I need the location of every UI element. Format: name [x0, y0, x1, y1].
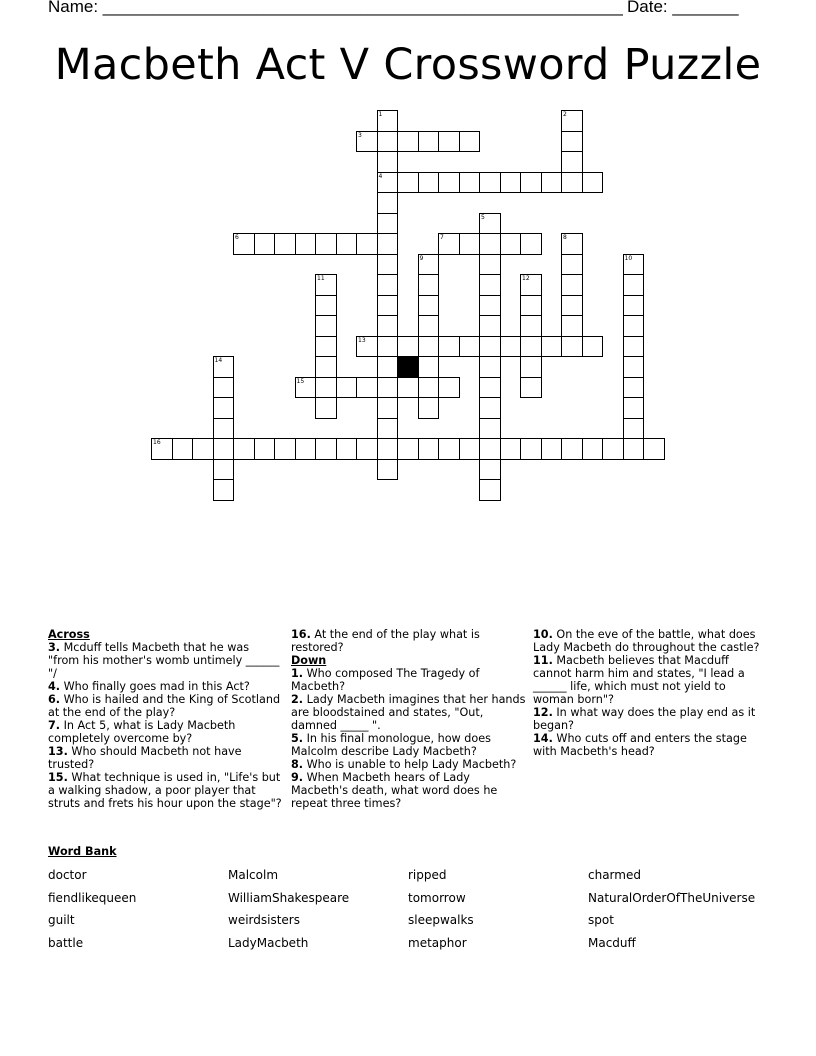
- down-clue-1: 1. Who composed The Tragedy of Macbeth?: [291, 667, 480, 693]
- across-clue-4: 4. Who finally goes mad in this Act?: [48, 680, 250, 693]
- clue-number: 1: [378, 111, 383, 118]
- grid-cell[interactable]: [520, 274, 542, 296]
- grid-cell[interactable]: [438, 131, 460, 153]
- grid-cell[interactable]: [418, 336, 440, 358]
- grid-cell[interactable]: [377, 438, 399, 460]
- grid-cell[interactable]: [520, 438, 542, 460]
- clue-number: 13: [358, 336, 366, 344]
- grid-cell[interactable]: [479, 479, 501, 501]
- word-bank-item: LadyMacbeth: [228, 936, 309, 950]
- grid-cell[interactable]: [418, 438, 440, 460]
- down-heading: Down: [291, 654, 327, 667]
- across-clue-6: 6. Who is hailed and the King of Scotland at the end of the play?: [48, 693, 281, 719]
- grid-cell[interactable]: [643, 438, 665, 460]
- grid-cell[interactable]: [377, 459, 399, 481]
- clue-number: 6: [235, 234, 239, 241]
- grid-cell[interactable]: [377, 172, 399, 194]
- grid-cell[interactable]: [315, 377, 337, 399]
- grid-cell[interactable]: [582, 336, 604, 358]
- grid-cell[interactable]: [213, 479, 235, 501]
- grid-cell[interactable]: [377, 336, 399, 358]
- grid-cell[interactable]: [377, 213, 399, 235]
- clue-number: 14: [214, 357, 223, 364]
- grid-cell[interactable]: [377, 295, 399, 317]
- word-bank-heading: Word Bank: [48, 845, 117, 858]
- grid-cell[interactable]: [459, 172, 481, 194]
- grid-cell[interactable]: [623, 336, 645, 358]
- grid-cell[interactable]: [541, 172, 563, 194]
- word-bank-item: metaphor: [408, 936, 467, 950]
- grid-cell[interactable]: [623, 377, 645, 399]
- grid-cell[interactable]: [479, 438, 501, 460]
- grid-cell[interactable]: [500, 172, 522, 194]
- grid-cell[interactable]: [479, 315, 501, 337]
- grid-cell[interactable]: [520, 233, 542, 255]
- grid-cell[interactable]: [479, 213, 501, 235]
- grid-cell[interactable]: [561, 438, 583, 460]
- clue-number: 10: [624, 254, 633, 262]
- grid-cell[interactable]: [459, 233, 481, 255]
- grid-cell[interactable]: [479, 397, 501, 419]
- grid-cell[interactable]: [500, 233, 522, 255]
- grid-cell[interactable]: [356, 336, 378, 358]
- grid-cell[interactable]: [479, 254, 501, 276]
- grid-cell[interactable]: [295, 233, 317, 255]
- grid-cell[interactable]: [315, 274, 337, 296]
- clue-number: 2: [563, 111, 567, 118]
- word-bank-item: Malcolm: [228, 868, 279, 882]
- grid-cell[interactable]: [418, 295, 440, 317]
- word-bank-item: weirdsisters: [228, 913, 300, 927]
- word-bank-item: sleepwalks: [408, 913, 474, 927]
- grid-cell[interactable]: [623, 295, 645, 317]
- word-bank-item: WilliamShakespeare: [228, 891, 350, 905]
- clue-number: 4: [378, 172, 383, 180]
- grid-cell[interactable]: [623, 315, 645, 337]
- clue-number: 16: [153, 439, 161, 446]
- grid-cell[interactable]: [438, 233, 460, 255]
- grid-cell[interactable]: [192, 438, 214, 460]
- clues-column-1: [48, 628, 283, 810]
- grid-cell[interactable]: [233, 233, 255, 255]
- word-bank-item: charmed: [588, 868, 641, 882]
- word-bank-item: NaturalOrderOfTheUniverse: [588, 891, 756, 905]
- across-clue-13: 13. Who should Macbeth not have trusted?: [48, 745, 242, 771]
- grid-cell[interactable]: [418, 315, 440, 337]
- grid-cell[interactable]: [479, 377, 501, 399]
- word-bank-item: doctor: [48, 868, 87, 882]
- word-bank-item: battle: [48, 936, 84, 950]
- across-clue-16: 16. At the end of the play what is restored?: [291, 628, 480, 654]
- date-field-label: Date: _______: [627, 0, 739, 16]
- word-bank-item: ripped: [408, 868, 447, 882]
- grid-cell[interactable]: [377, 151, 399, 173]
- grid-cell[interactable]: [520, 315, 542, 337]
- grid-cell[interactable]: [479, 336, 501, 358]
- clue-number: 8: [563, 234, 567, 241]
- grid-cell[interactable]: [561, 274, 583, 296]
- grid-cell[interactable]: [151, 438, 173, 460]
- grid-cell[interactable]: [479, 356, 501, 378]
- grid-cell[interactable]: [213, 356, 235, 378]
- grid-cell[interactable]: [623, 356, 645, 378]
- grid-cell[interactable]: [295, 377, 317, 399]
- down-clue-2: 2. Lady Macbeth imagines that her hands are bloodstained and states, "Out, damned _____ ".: [291, 693, 526, 732]
- clue-number: 7: [440, 234, 444, 241]
- down-clue-5: 5. In his final monologue, how does Malcolm describe Lady Macbeth?: [291, 732, 491, 758]
- shaded-grid-cell: [397, 356, 419, 378]
- grid-cell[interactable]: [315, 438, 337, 460]
- grid-cell[interactable]: [479, 418, 501, 440]
- clue-number: 11: [317, 275, 325, 282]
- grid-cell[interactable]: [623, 418, 645, 440]
- grid-cell[interactable]: [397, 377, 419, 399]
- grid-cell[interactable]: [233, 438, 255, 460]
- grid-cell[interactable]: [397, 336, 419, 358]
- page-title: Macbeth Act V Crossword Puzzle: [54, 40, 762, 90]
- grid-cell[interactable]: [479, 233, 501, 255]
- clue-number: 3: [358, 131, 362, 139]
- grid-cell[interactable]: [479, 295, 501, 317]
- grid-cell[interactable]: [520, 356, 542, 378]
- grid-cell[interactable]: [213, 438, 235, 460]
- grid-cell[interactable]: [336, 377, 358, 399]
- grid-cell[interactable]: [418, 397, 440, 419]
- grid-cell[interactable]: [459, 131, 481, 153]
- grid-cell[interactable]: [438, 172, 460, 194]
- grid-cell[interactable]: [541, 336, 563, 358]
- grid-cell[interactable]: [213, 397, 235, 419]
- across-clue-7: 7. In Act 5, what is Lady Macbeth completely overcome by?: [48, 719, 236, 745]
- grid-cell[interactable]: [418, 254, 440, 276]
- word-bank-item: guilt: [48, 913, 75, 927]
- grid-cell[interactable]: [479, 274, 501, 296]
- grid-cell[interactable]: [377, 110, 399, 132]
- grid-cell[interactable]: [438, 336, 460, 358]
- grid-cell[interactable]: [459, 438, 481, 460]
- down-clue-11: 11. Macbeth believes that Macduff cannot harm him and states, "I lead a ______ life, which must not yield to woman born"?: [533, 654, 745, 706]
- grid-cell[interactable]: [213, 459, 235, 481]
- grid-cell[interactable]: [561, 336, 583, 358]
- grid-cell[interactable]: [377, 377, 399, 399]
- across-heading: Across: [48, 628, 90, 641]
- grid-cell[interactable]: [356, 438, 378, 460]
- across-clue-15: 15. What technique is used in, "Life's but a walking shadow, a poor player that struts and frets his hour upon the stage"?: [48, 771, 282, 810]
- grid-cell[interactable]: [377, 233, 399, 255]
- down-clue-8: 8. Who is unable to help Lady Macbeth?: [291, 758, 517, 771]
- down-clue-9: 9. When Macbeth hears of Lady Macbeth's death, what word does he repeat three times?: [291, 771, 498, 810]
- grid-cell[interactable]: [602, 438, 624, 460]
- clue-number: 9: [419, 254, 424, 262]
- grid-cell[interactable]: [356, 233, 378, 255]
- word-bank-item: spot: [588, 913, 614, 927]
- clues-column-3: [533, 628, 768, 758]
- word-bank-item: Macduff: [588, 936, 636, 950]
- clue-number: 15: [296, 377, 305, 385]
- grid-cell[interactable]: [623, 438, 645, 460]
- grid-cell[interactable]: [295, 438, 317, 460]
- grid-cell[interactable]: [377, 131, 399, 153]
- grid-cell[interactable]: [172, 438, 194, 460]
- grid-cell[interactable]: [520, 336, 542, 358]
- grid-cell[interactable]: [561, 151, 583, 173]
- down-clue-10: 10. On the eve of the battle, what does Lady Macbeth do throughout the castle?: [533, 628, 760, 654]
- grid-cell[interactable]: [459, 336, 481, 358]
- word-bank-item: tomorrow: [408, 891, 466, 905]
- grid-cell[interactable]: [336, 438, 358, 460]
- grid-cell[interactable]: [274, 233, 296, 255]
- grid-cell[interactable]: [397, 131, 419, 153]
- grid-cell[interactable]: [520, 295, 542, 317]
- grid-cell[interactable]: [377, 315, 399, 337]
- grid-cell[interactable]: [623, 274, 645, 296]
- down-clue-14: 14. Who cuts off and enters the stage with Macbeth's head?: [533, 732, 747, 758]
- grid-cell[interactable]: [377, 274, 399, 296]
- across-clue-3: 3. Mcduff tells Macbeth that he was "from his mother's womb untimely ______ "/: [48, 641, 280, 680]
- grid-cell[interactable]: [418, 274, 440, 296]
- grid-cell[interactable]: [315, 397, 337, 419]
- grid-cell[interactable]: [377, 192, 399, 214]
- grid-cell[interactable]: [561, 295, 583, 317]
- grid-cell[interactable]: [582, 172, 604, 194]
- grid-cell[interactable]: [336, 233, 358, 255]
- grid-cell[interactable]: [418, 172, 440, 194]
- name-field-label: Name: _______________________________________________________: [48, 0, 623, 16]
- grid-cell[interactable]: [315, 295, 337, 317]
- grid-cell[interactable]: [418, 377, 440, 399]
- grid-cell[interactable]: [561, 254, 583, 276]
- word-bank-item: fiendlikequeen: [48, 891, 137, 905]
- clues-column-2: [291, 628, 526, 810]
- grid-cell[interactable]: [213, 418, 235, 440]
- grid-cell[interactable]: [438, 377, 460, 399]
- crossword-grid: [0, 0, 816, 520]
- grid-cell[interactable]: [561, 110, 583, 132]
- grid-cell[interactable]: [623, 254, 645, 276]
- grid-cell[interactable]: [623, 397, 645, 419]
- grid-cell[interactable]: [500, 336, 522, 358]
- clue-number: 5: [481, 213, 485, 221]
- grid-cell[interactable]: [315, 315, 337, 337]
- grid-cell[interactable]: [254, 233, 276, 255]
- grid-cell[interactable]: [561, 315, 583, 337]
- grid-cell[interactable]: [561, 131, 583, 153]
- grid-cell[interactable]: [582, 438, 604, 460]
- grid-cell[interactable]: [479, 172, 501, 194]
- grid-cell[interactable]: [479, 459, 501, 481]
- grid-cell[interactable]: [500, 438, 522, 460]
- grid-cell[interactable]: [356, 377, 378, 399]
- grid-cell[interactable]: [561, 172, 583, 194]
- grid-cell[interactable]: [213, 377, 235, 399]
- grid-cell[interactable]: [315, 356, 337, 378]
- grid-cell[interactable]: [377, 254, 399, 276]
- grid-cell[interactable]: [418, 131, 440, 153]
- grid-cell[interactable]: [418, 356, 440, 378]
- grid-cell[interactable]: [377, 356, 399, 378]
- grid-cell[interactable]: [520, 172, 542, 194]
- grid-cell[interactable]: [397, 438, 419, 460]
- clue-number: 12: [522, 275, 530, 282]
- grid-cell[interactable]: [315, 336, 337, 358]
- grid-cell[interactable]: [254, 438, 276, 460]
- grid-cell[interactable]: [315, 233, 337, 255]
- grid-cell[interactable]: [561, 233, 583, 255]
- grid-cell[interactable]: [438, 438, 460, 460]
- grid-cell[interactable]: [520, 377, 542, 399]
- grid-cell[interactable]: [356, 131, 378, 153]
- grid-cell[interactable]: [397, 172, 419, 194]
- grid-cell[interactable]: [541, 438, 563, 460]
- grid-cell[interactable]: [377, 418, 399, 440]
- grid-cell[interactable]: [377, 397, 399, 419]
- grid-cell[interactable]: [274, 438, 296, 460]
- down-clue-12: 12. In what way does the play end as it began?: [533, 706, 756, 732]
